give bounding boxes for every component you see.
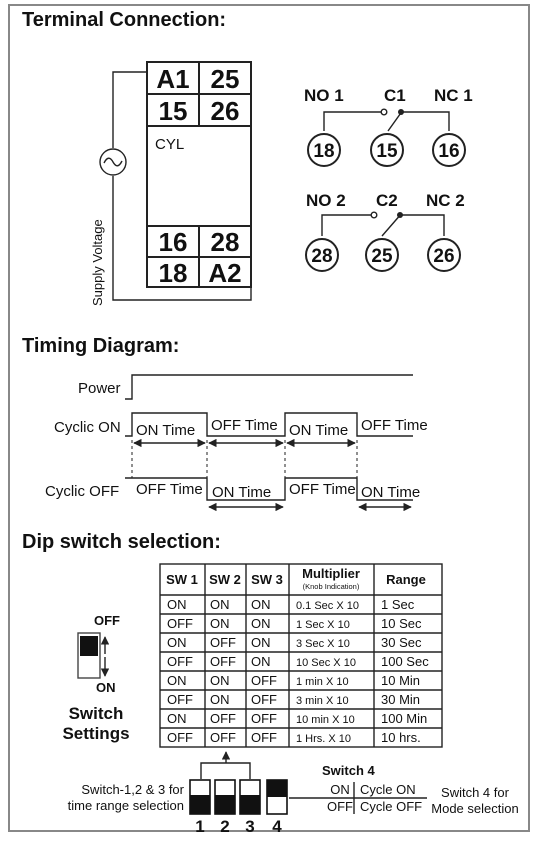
table-cell: 100 Sec xyxy=(381,654,429,669)
on-time-1: ON Time xyxy=(136,422,196,439)
terminal-18: 18 xyxy=(158,258,188,288)
c1-label: C1 xyxy=(384,86,406,105)
t25-label: 25 xyxy=(371,246,393,267)
table-cell: 1 Hrs. X 10 xyxy=(296,733,352,745)
table-cell: OFF xyxy=(167,692,193,707)
switch-number-1: 1 xyxy=(195,817,205,836)
table-cell: OFF xyxy=(210,635,236,650)
switch-settings-line1: Switch xyxy=(68,704,124,723)
off-label: OFF xyxy=(94,613,120,628)
no1-label: NO 1 xyxy=(304,86,344,105)
table-cell: OFF xyxy=(251,730,277,745)
c2-label: C2 xyxy=(376,191,398,210)
mode-note-line2: Mode selection xyxy=(431,801,519,816)
switch-settings-line2: Settings xyxy=(62,724,130,743)
header-sw3: SW 3 xyxy=(251,572,283,587)
t18-label: 18 xyxy=(313,141,335,162)
off-time-4: OFF Time xyxy=(289,481,356,498)
table-cell: 30 Min xyxy=(381,692,421,707)
switch4-title: Switch 4 xyxy=(322,763,375,778)
header-range: Range xyxy=(386,572,426,587)
table-cell: OFF xyxy=(167,616,193,631)
timing-title: Timing Diagram: xyxy=(22,335,180,357)
dip-title: Dip switch selection: xyxy=(22,531,221,553)
on-label: ON xyxy=(96,680,116,695)
switch-number-3: 3 xyxy=(245,817,255,836)
range-note-line2: time range selection xyxy=(67,798,184,813)
switch-number-4: 4 xyxy=(272,817,282,836)
on-time-4: ON Time xyxy=(361,484,421,501)
table-cell: 3 min X 10 xyxy=(296,695,349,707)
supply-voltage-label: Supply Voltage xyxy=(90,219,105,306)
t15-label: 15 xyxy=(376,141,398,162)
table-cell: ON xyxy=(167,635,187,650)
terminal-15: 15 xyxy=(158,96,188,126)
header-sw1: SW 1 xyxy=(166,572,198,587)
no2-wire xyxy=(322,215,372,236)
range-note-line1: Switch-1,2 & 3 for xyxy=(81,782,184,797)
range-bracket xyxy=(201,763,250,779)
switch-settings-knob xyxy=(80,636,98,656)
header-knob-indication: (Knob Indication) xyxy=(302,582,360,591)
table-cell: ON xyxy=(210,692,230,707)
switch4-off: OFF xyxy=(327,799,353,814)
terminal-a2: A2 xyxy=(208,258,242,288)
switch4-cycle-on: Cycle ON xyxy=(360,782,416,797)
table-cell: ON xyxy=(251,635,271,650)
table-cell: 1 Sec xyxy=(381,597,415,612)
nc2-label: NC 2 xyxy=(426,191,465,210)
table-cell: OFF xyxy=(167,730,193,745)
cyclic-off-label: Cyclic OFF xyxy=(45,483,120,500)
table-cell: OFF xyxy=(167,654,193,669)
c2-switch-arm xyxy=(382,213,402,236)
t26-label: 26 xyxy=(433,246,455,267)
table-cell: ON xyxy=(251,654,271,669)
table-cell: OFF xyxy=(210,730,236,745)
table-cell: ON xyxy=(251,597,271,612)
table-cell: OFF xyxy=(251,692,277,707)
switch4-on: ON xyxy=(330,782,350,797)
terminal-16: 16 xyxy=(158,227,188,257)
table-cell: 30 Sec xyxy=(381,635,422,650)
switch-number-2: 2 xyxy=(220,817,230,836)
table-cell: 0.1 Sec X 10 xyxy=(296,600,359,612)
switch4-cycle-off: Cycle OFF xyxy=(360,799,423,814)
c1-switch-arm xyxy=(388,110,403,131)
on-time-2: ON Time xyxy=(289,422,349,439)
supply-wire-top xyxy=(113,72,147,148)
header-sw2: SW 2 xyxy=(209,572,241,587)
table-cell: 1 min X 10 xyxy=(296,676,349,688)
mode-note-line1: Switch 4 for xyxy=(441,785,509,800)
table-cell: ON xyxy=(210,616,230,631)
nc2-wire xyxy=(400,215,444,236)
table-cell: 10 Min xyxy=(381,673,421,688)
table-cell: ON xyxy=(210,673,230,688)
nc1-wire xyxy=(401,112,449,131)
power-waveform xyxy=(125,375,413,399)
table-cell: ON xyxy=(210,597,230,612)
off-time-1: OFF Time xyxy=(211,417,278,434)
header-multiplier: Multiplier xyxy=(302,566,360,581)
off-time-3: OFF Time xyxy=(136,481,203,498)
t16-label: 16 xyxy=(438,141,460,162)
table-cell: OFF xyxy=(210,711,236,726)
table-cell: ON xyxy=(167,597,187,612)
table-cell: 10 Sec xyxy=(381,616,422,631)
terminal-26: 26 xyxy=(210,96,240,126)
table-cell: 3 Sec X 10 xyxy=(296,638,350,650)
table-cell: OFF xyxy=(210,654,236,669)
on-time-3: ON Time xyxy=(212,484,272,501)
no1-wire xyxy=(324,112,382,131)
power-label: Power xyxy=(78,380,121,397)
t28-label: 28 xyxy=(311,246,333,267)
cyclic-on-label: Cyclic ON xyxy=(54,419,121,436)
no2-label: NO 2 xyxy=(306,191,346,210)
table-cell: 100 Min xyxy=(381,711,428,726)
table-cell: OFF xyxy=(251,711,277,726)
table-cell: ON xyxy=(251,616,271,631)
table-cell: 1 Sec X 10 xyxy=(296,619,350,631)
table-cell: ON xyxy=(167,673,187,688)
table-cell: 10 hrs. xyxy=(381,730,421,745)
terminal-25: 25 xyxy=(210,64,240,94)
table-cell: ON xyxy=(167,711,187,726)
terminal-title: Terminal Connection: xyxy=(22,9,227,31)
table-cell: 10 min X 10 xyxy=(296,714,355,726)
model-label: CYL xyxy=(155,136,185,153)
off-time-2: OFF Time xyxy=(361,417,428,434)
nc1-label: NC 1 xyxy=(434,86,473,105)
table-cell: OFF xyxy=(251,673,277,688)
table-cell: 10 Sec X 10 xyxy=(296,657,356,669)
terminal-28: 28 xyxy=(210,227,240,257)
terminal-a1: A1 xyxy=(156,64,190,94)
